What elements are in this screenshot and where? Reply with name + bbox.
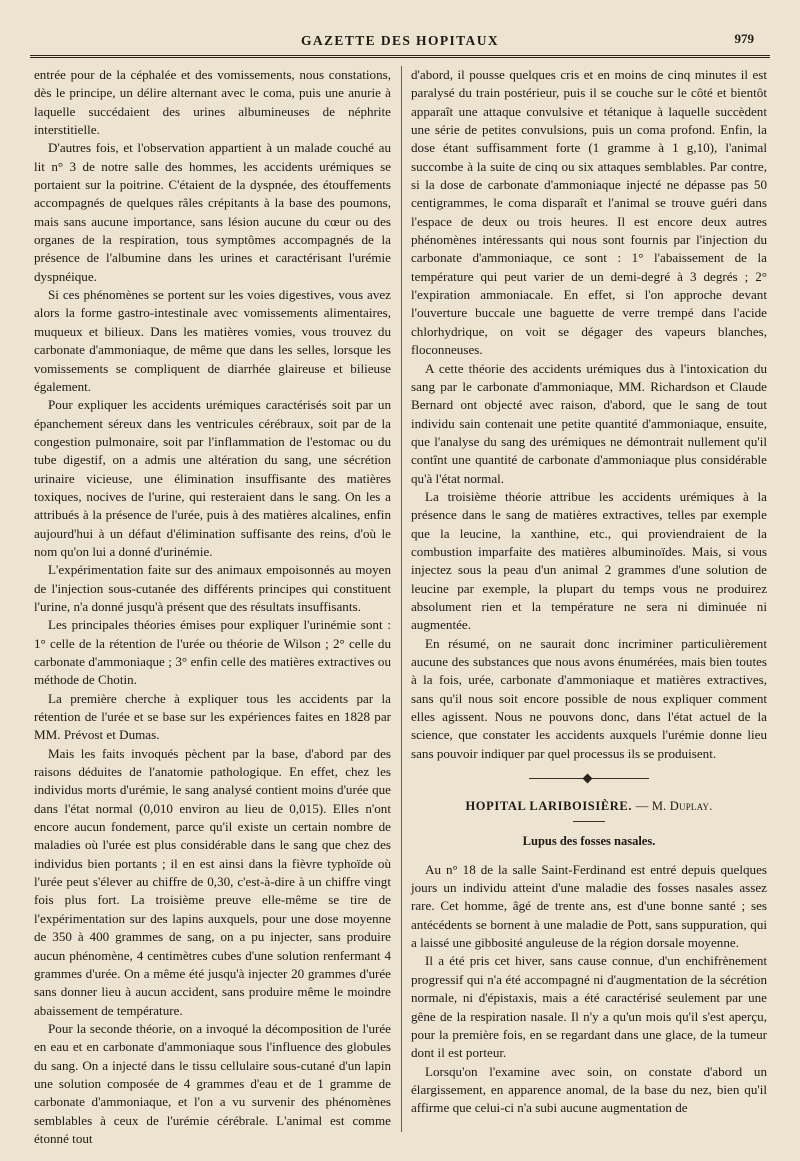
right-column (411, 66, 767, 1118)
paragraph: Pour expliquer les accidents urémiques caractérisés soit par un épanchement séreux dans les ventricules cérébraux, soit par de la congestion pulmonaire, soit par l'inflammation de l'estomac ou du tube digestif, on a admis une altération du sang, une sécrétion urinaire vicieuse, une élimination insuffisante des matières toxiques, nocives de l'urine, qui resteraient dans le sang. On les a attribués à la présence de l'urée, puis à des matières alcalines, enfin aujourd'hui à un défaut d'élimination suffisante des reins, d'où le nom qu'on lui a donné d'urinémie. (34, 397, 391, 559)
column-divider (401, 66, 402, 1132)
left-column (34, 66, 391, 1148)
paragraph: D'autres fois, et l'observation appartient à un malade couché au lit n° 3 de notre salle des hommes, les accidents urémiques se portaient sur la poitrine. C'étaient de la dyspnée, des étouffements accompagnés de quelques râles crépitants à la base des poumons, mais sans aucune importance, sans lésion aucune du cœur ou des organes de la respiration, tous symptômes accompagnés de la présence de l'albumine dans les urines et caractérisant l'urémie dyspnéique. (34, 140, 391, 284)
paragraph: Au n° 18 de la salle Saint-Ferdinand est entré depuis quelques jours un individu atteint d'une maladie des fosses nasales assez rare. Cet homme, âgé de trente ans, est d'une bonne santé ; ses antécédents se bornent à une maladie de Pott, sans suppuration, qui a laissé une gibbosité anguleuse de la région dorsale moyenne. (411, 861, 767, 951)
article-subheading: Lupus des fosses nasales. (522, 834, 656, 849)
paragraph: Pour la seconde théorie, on a invoqué la décomposition de l'urée en eau et en carbonate d'ammoniaque sous l'influence des globules du sang. On a injecté dans le tissu cellulaire sous-cutané d'un lapin une solution composée de 4 grammes d'eau et de 1 gramme de carbonate d'ammoniaque, et l'on a vu survenir des phénomènes semblables à ceux de l'urémie cérébrale. L'animal est comme étonné tout (34, 1020, 391, 1146)
page-number: 979 (734, 31, 754, 46)
paragraph: A cette théorie des accidents urémiques dus à l'intoxication du sang par le carbonate d'ammoniaque, MM. Richardson et Claude Bernard ont objecté avec raison, d'abord, que le sang de tout individu sain contenait une petite quantité d'ammoniaque, ensuite, que l'analyse du sang des urémiques ne démontrait nullement qu'il contînt une quantité de carbonate d'ammoniaque plus considérable qu'à l'état normal. (411, 360, 767, 486)
paragraph: La première cherche à expliquer tous les accidents par la rétention de l'urée et se base sur les expériences faites en 1828 par MM. Prévost et Dumas. (34, 690, 391, 743)
paragraph: entrée pour de la céphalée et des vomissements, nous constations, dès le principe, un délire alternant avec le coma, puis une anurie à laquelle succédaient des urines albumineuses de néphrite interstitielle. (34, 67, 391, 138)
running-header-title: GAZETTE DES HOPITAUX (300, 33, 500, 48)
ornament-diamond (583, 774, 593, 784)
paragraph: Si ces phénomènes se portent sur les voies digestives, vous avez alors la forme gastro-intestinale avec vomissements alimentaires, muqueux et bilieux. Dans les matières vomies, vous trouvez du carbonate d'ammoniaque, de même que dans les selles, lorsque les vomissements se compliquent de diarrhée glaireuse et bilieuse également. (34, 287, 391, 394)
paragraph: Les principales théories émises pour expliquer l'urinémie sont : 1° celle de la rétention de l'urée ou théorie de Wilson ; 2° celle du carbonate d'ammoniaque ; 3° enfin celle des matières extractives ou méthode de Chotin. (34, 617, 391, 688)
short-rule (573, 821, 605, 822)
paragraph: La troisième théorie attribue les accidents urémiques à la présence dans le sang de matières extractives, telles par exemple que la leucine, la xanthine, etc., qui proviendraient de la combustion imparfaite des matières albuminoïdes. Mais, si vous injectez sous la peau d'un animal 2 grammes d'une solution de leucine par exemple, la plupart du temps vous ne produirez absolument rien et la température ne sera ni diminuée ni augmentée. (411, 488, 767, 633)
hospital-name: HOPITAL LARIBOISIÈRE. (465, 799, 633, 814)
paragraph: Mais les faits invoqués pèchent par la base, d'abord par des raisons déduites de l'anatomie pathologique. En effet, chez les individus morts d'urémie, le sang analysé contient moins d'urée que dans l'état normal (0,010 environ au lieu de 0,015). Elles n'ont encore aucun fondement, parce qu'il existe un certain nombre de maladies où l'urée est plus considérable dans le sang que chez des individus bien portants ; il en est ainsi dans la fièvre typhoïde où l'urée peut s'élever au chiffre de 0,30, c'est-à-dire à un chiffre vingt fois plus fort. La troisième preuve elle-même se tire de l'expérimentation sur des lapins auxquels, pour une dose moyenne de 350 à 400 grammes de sang, on a pu injecter, sans produire aucun phénomène, 4 centimètres cubes d'une solution renfermant 4 grammes d'urée. On a même été jusqu'à injecter 20 grammes d'urée sans donner lieu à aucun accident, sans produire même le moindre abaissement de température. (34, 745, 391, 1018)
paragraph: En résumé, on ne saurait donc incriminer particulièrement aucune des substances que nous avons énumérées, mais bien toutes à la fois, urée, carbonate d'ammoniaque et matières extractives, sans qu'il nous soit encore possible de nous expliquer comment elles agissent. Nous ne pouvons donc, dans l'état actuel de la science, que constater les accidents auxquels l'urémie donne lieu sans pouvoir indiquer par quel processus ils se produisent. (411, 635, 767, 761)
paragraph: L'expérimentation faite sur des animaux empoisonnés au moyen de l'injection sous-cutanée des différents principes qui constituent l'urine, n'a donné jusqu'à présent que des résultats insuffisants. (34, 562, 391, 614)
section-separator-ornament (529, 775, 649, 783)
section-heading (411, 797, 767, 815)
section-author: — M. Duplay. (635, 799, 713, 814)
paragraph: Lorsqu'on l'examine avec soin, on constate d'abord un élargissement, en apparence anomal, de la base du nez, bien qu'il affirme que celui-ci n'a subi aucune augmentation de (411, 1063, 767, 1116)
header-rule (30, 55, 770, 58)
paragraph: d'abord, il pousse quelques cris et en moins de cinq minutes il est paralysé du train postérieur, puis il se couche sur le côté et bientôt apparaît une attaque convulsive et tétanique à laquelle succèdent une série de petites convulsions, puis un coma profond. Enfin, la dose étant suffisamment forte (1 gramme à 1 g,10), l'animal succombe à la suite de cinq ou six attaques semblables. Par contre, si la dose de carbonate d'ammoniaque injecté ne dépasse pas 50 centigrammes, le coma disparaît et l'animal se trouve guéri dans l'espace de deux ou trois heures. Il est encore deux autres phénomènes intéressants qui nous sont fournis par l'injection du carbonate d'ammoniaque, ce sont : 1° l'abaissement de la température qui peut varier de un demi-degré à 3 degrés ; 2° l'expiration ammoniacale. En effet, si l'on approche devant l'ouverture buccale une baguette de verre trempé dans l'acide chlorhydrique, on voit se dégager des vapeurs blanches, floconneuses. (411, 67, 767, 358)
paragraph: Il a été pris cet hiver, sans cause connue, d'un enchifrènement progressif qui n'a été accompagné ni d'augmentation de la sécrétion normale, ni d'épistaxis, mais a été caractérisé seulement par une gêne de la respiration nasale. Il n'y a qu'un mois qu'il s'est aperçu, pour la première fois, en se regardant dans une glace, de la tumeur dont il est porteur. (411, 953, 767, 1061)
